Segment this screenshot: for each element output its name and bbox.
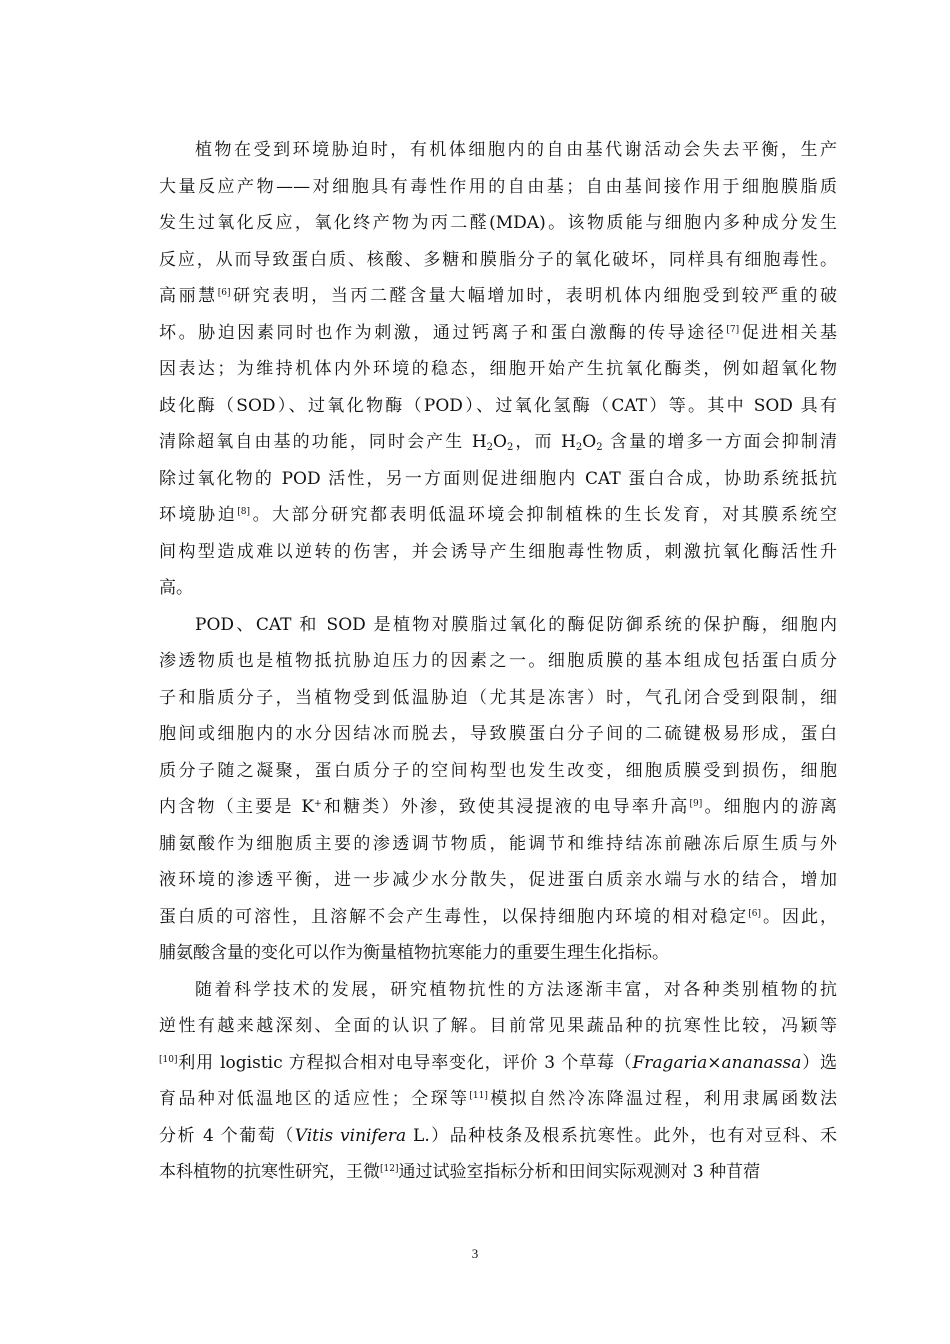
text-line <box>159 388 837 425</box>
text-run: 发生过氧化反应，氧化终产物为丙二醛(MDA)。该物质能与细胞内多种成分发生 <box>159 213 837 233</box>
text-line <box>159 1081 837 1118</box>
subscript: 2 <box>486 442 494 453</box>
text-run: 蛋白质的可溶性，且溶解不会产生毒性，以保持细胞内环境的相对稳定 <box>159 906 749 927</box>
subscript: 2 <box>596 442 603 453</box>
text-run: 大量反应产物——对细胞具有毒性作用的自由基；自由基间接作用于细胞膜脂质 <box>159 176 837 197</box>
text-run: 胞间或细胞内的水分因结冰而脱去，导致膜蛋白分子间的二硫键极易形成，蛋白 <box>159 724 837 744</box>
subscript: 2 <box>575 442 583 453</box>
text-run: 环境胁迫 <box>159 505 238 525</box>
text-line <box>159 497 837 534</box>
text-run: 子和脂质分子，当植物受到低温胁迫（尤其是冻害）时，气孔闭合受到限制，细 <box>159 687 837 708</box>
text-run: 研究表明，当丙二醛含量大幅增加时，表明机体内细胞受到较严重的破 <box>230 286 837 306</box>
text-run: 脯氨酸作为细胞质主要的渗透调节物质，能调节和维持结冻前融冻后原生质与外 <box>159 833 837 854</box>
italic-text: Fragaria×ananassa <box>632 1052 802 1073</box>
text-line <box>159 132 837 169</box>
text-line <box>159 972 837 1009</box>
superscript: + <box>314 799 322 809</box>
text-line <box>159 716 837 753</box>
text-run: POD、CAT 和 SOD 是植物对膜脂过氧化的酶促防御系统的保护酶，细胞内 <box>195 614 837 635</box>
text-line <box>159 1154 837 1191</box>
superscript: [6] <box>748 908 761 919</box>
text-run: 。因此， <box>760 906 837 927</box>
text-line <box>159 570 837 607</box>
superscript: [10] <box>159 1054 178 1065</box>
text-run: 渗透物质也是植物抵抗胁迫压力的因素之一。细胞质膜的基本组成包括蛋白质分 <box>159 651 837 671</box>
text-line <box>159 643 837 680</box>
page-number: 3 <box>471 1246 479 1261</box>
text-run: 脯氨酸含量的变化可以作为衡量植物抗寒能力的重要生理生化指标。 <box>159 943 669 963</box>
text-run: ）选 <box>801 1052 837 1073</box>
text-run: 除过氧化物的 POD 活性，另一方面则促进细胞内 CAT 蛋白合成，协助系统抵抗 <box>159 468 837 489</box>
text-line <box>159 1008 837 1045</box>
superscript: [11] <box>469 1091 488 1101</box>
text-line <box>159 351 837 388</box>
text-run: 本科植物的抗寒性研究，王微 <box>159 1162 380 1182</box>
text-line <box>159 753 837 790</box>
text-line <box>159 1118 837 1155</box>
text-run: 歧化酶（SOD）、过氧化物酶（POD）、过氧化氢酶（CAT）等。其中 SOD 具有 <box>159 395 837 416</box>
text-run: 间构型造成难以逆转的伤害，并会诱导产生细胞毒性物质，刺激抗氧化酶活性升 <box>159 541 837 562</box>
text-run: 坏。胁迫因素同时也作为刺激，通过钙离子和蛋白激酶的传导途径 <box>159 322 727 343</box>
text-line <box>159 534 837 571</box>
text-line <box>159 1045 837 1082</box>
superscript: [12] <box>380 1164 399 1174</box>
text-run: 分析 4 个葡萄（ <box>159 1125 295 1146</box>
text-line <box>159 935 837 972</box>
text-run: 含量的增多一方面会抑制清 <box>602 432 837 452</box>
text-run: 模拟自然冷冻降温过程，利用隶属函数法 <box>487 1089 837 1109</box>
text-run: 和糖类）外渗，致使其浸提液的电导率升高 <box>321 797 690 817</box>
superscript: [8] <box>237 507 251 517</box>
text-line <box>159 315 837 352</box>
text-run: 随着科学技术的发展，研究植物抗性的方法逐渐丰富，对各种类别植物的抗 <box>195 979 837 1000</box>
text-line <box>159 789 837 826</box>
paragraph <box>159 132 837 607</box>
text-run: 通过试验室指标分析和田间实际观测对 3 种苜蓿 <box>398 1162 761 1182</box>
text-run: 液环境的渗透平衡，进一步减少水分散失，促进蛋白质亲水端与水的结合，增加 <box>159 870 837 890</box>
body-text <box>159 132 837 1191</box>
text-run: 清除超氧自由基的功能，同时会产生 H <box>159 432 487 452</box>
text-run: 植物在受到环境胁迫时，有机体细胞内的自由基代谢活动会失去平衡，生产 <box>195 140 837 160</box>
text-run: 逆性有越来越深刻、全面的认识了解。目前常见果蔬品种的抗寒性比较，冯颖等 <box>159 1016 837 1036</box>
text-run: L.）品种枝条及根系抗寒性。此外，也有对豆科、禾 <box>406 1125 837 1146</box>
text-line <box>159 169 837 206</box>
text-line <box>159 424 837 461</box>
text-run: 高。 <box>159 578 193 598</box>
text-run: 。大部分研究都表明低温环境会抑制植株的生长发育，对其膜系统空 <box>250 505 837 525</box>
text-run: 高丽慧 <box>159 286 218 306</box>
text-line <box>159 899 837 936</box>
paragraph <box>159 607 837 972</box>
text-line <box>159 278 837 315</box>
superscript: [9] <box>689 799 703 809</box>
text-run: 利用 logistic 方程拟合相对电导率变化，评价 3 个草莓（ <box>177 1052 633 1073</box>
text-run: 育品种对低温地区的适应性；仝琛等 <box>159 1089 470 1109</box>
text-run: 因表达；为维持机体内外环境的稳态，细胞开始产生抗氧化酶类，例如超氧化物 <box>159 359 837 379</box>
text-line <box>159 461 837 498</box>
text-line <box>159 242 837 279</box>
text-line <box>159 607 837 644</box>
text-line <box>159 862 837 899</box>
text-run: O <box>582 432 597 452</box>
text-line <box>159 205 837 242</box>
text-run: 质分子随之凝聚，蛋白质分子的空间构型也发生改变，细胞质膜受到损伤，细胞 <box>159 760 837 781</box>
superscript: [6] <box>217 288 231 298</box>
text-run: 反应，从而导致蛋白质、核酸、多糖和膜脂分子的氧化破坏，同样具有细胞毒性。 <box>159 249 837 270</box>
text-run: 内含物（主要是 K <box>159 797 315 817</box>
text-line <box>159 680 837 717</box>
italic-text: Vitis vinifera <box>294 1125 407 1146</box>
text-run: ，而 H <box>513 432 576 452</box>
paragraph <box>159 972 837 1191</box>
text-run: O <box>493 432 507 452</box>
text-line <box>159 826 837 863</box>
subscript: 2 <box>506 442 514 453</box>
text-run: 促进相关基 <box>739 322 837 343</box>
text-run: 。细胞内的游离 <box>702 797 837 817</box>
superscript: [7] <box>726 324 740 335</box>
